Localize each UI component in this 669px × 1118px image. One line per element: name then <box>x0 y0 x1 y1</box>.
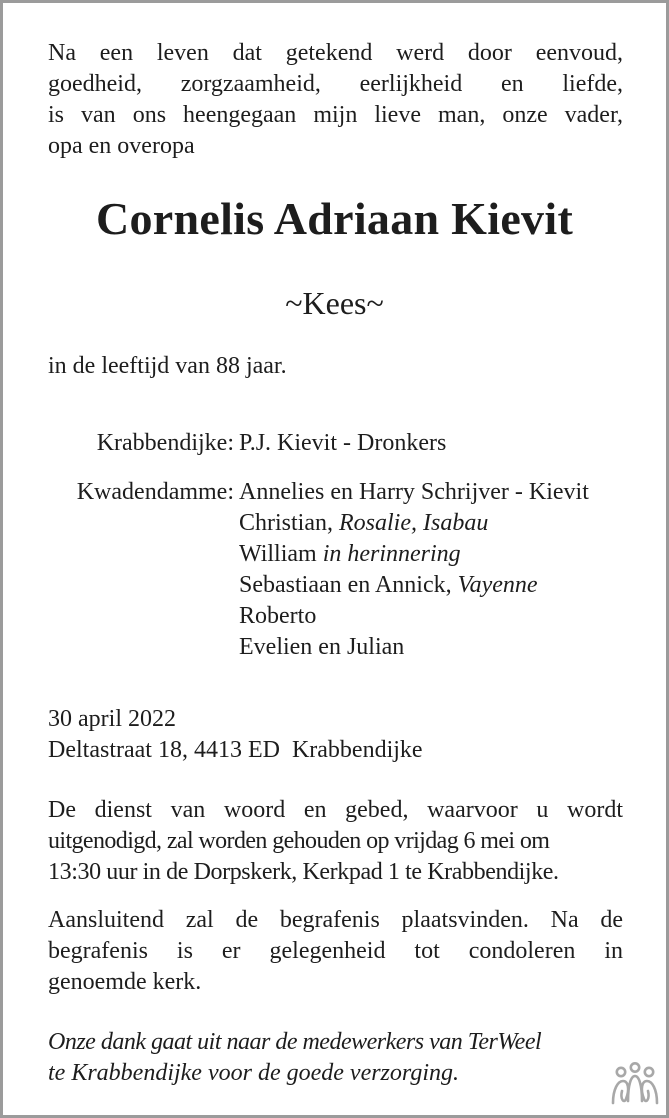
service-line: uitgenodigd, zal worden gehouden op vrijdag 6 mei om <box>48 828 550 854</box>
date-address <box>48 704 623 766</box>
family-entry <box>239 428 446 459</box>
burial-line: Aansluitend zal de begrafenis plaatsvinden. Na de <box>48 907 623 933</box>
family-entry <box>239 539 589 570</box>
family-entry-text: Christian, <box>239 510 339 536</box>
family-entry-text: Sebastiaan en Annick, <box>239 572 458 598</box>
family-names <box>239 477 589 663</box>
family-entry <box>239 570 589 601</box>
address-text: Deltastraat 18, 4413 ED Krabbendijke <box>48 737 423 763</box>
intro-line: goedheid, zorgzaamheid, eerlijkheid en liefde, <box>48 71 623 97</box>
family-entry-italic: in herinnering <box>322 541 461 567</box>
date-text: 30 april 2022 <box>48 706 176 732</box>
family-entry-text: Evelien en Julian <box>239 634 405 660</box>
service-text <box>48 795 623 888</box>
family-entry <box>239 508 589 539</box>
family-names <box>239 428 446 459</box>
deceased-nickname: ~Kees~ <box>285 285 384 321</box>
thanks-text <box>48 1027 623 1089</box>
family-entry-text: Roberto <box>239 603 317 629</box>
family-entry-italic: Rosalie, Isabau <box>339 510 489 536</box>
family-entry-italic: Vayenne <box>457 572 538 598</box>
intro-line: Na een leven dat getekend werd door eenvoud, <box>48 40 623 66</box>
age-text: in de leeftijd van 88 jaar. <box>48 353 287 379</box>
service-line: De dienst van woord en gebed, waarvoor u wordt <box>48 797 623 823</box>
deceased-name: Cornelis Adriaan Kievit <box>95 193 574 244</box>
burial-line: begrafenis is er gelegenheid tot condoleren in <box>48 938 623 964</box>
family-entry <box>239 477 589 508</box>
family-entry <box>239 601 589 632</box>
burial-line: genoemde kerk. <box>48 969 202 995</box>
burial-text <box>48 905 623 998</box>
intro-line: is van ons heengegaan mijn lieve man, onze vader, <box>48 102 623 128</box>
family-entry-text: William <box>239 541 323 567</box>
family-entry-text: Annelies en Harry Schrijver - Kievit <box>239 479 589 505</box>
service-line: 13:30 uur in de Dorpskerk, Kerkpad 1 te Krabbendijke. <box>48 859 559 885</box>
family-place-label: Krabbendijke: <box>96 430 234 456</box>
thanks-line: Onze dank gaat uit naar de medewerkers van TerWeel <box>48 1029 542 1055</box>
people-group-icon <box>610 1061 660 1107</box>
family-entry <box>239 632 589 663</box>
family-place-label: Kwadendamme: <box>76 479 234 505</box>
intro-line: opa en overopa <box>48 133 195 159</box>
thanks-line: te Krabbendijke voor de goede verzorging. <box>48 1060 460 1086</box>
family-entry-text: P.J. Kievit - Dronkers <box>239 430 447 456</box>
intro-text <box>48 38 623 162</box>
